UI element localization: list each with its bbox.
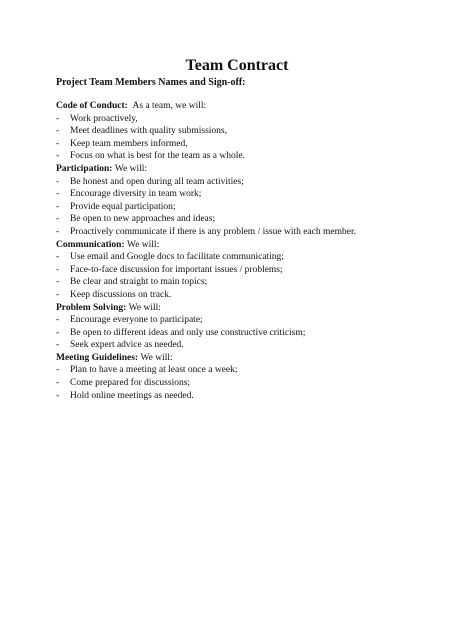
bullet-dash: - <box>56 201 60 212</box>
bullet-dash: - <box>56 226 60 237</box>
section-heading <box>56 163 436 176</box>
section-intro: As a team, we will: <box>132 101 207 111</box>
bullet-dash: - <box>56 277 60 288</box>
list-item-text: Proactively communicate if there is any problem / issue with each member. <box>70 226 356 237</box>
section-code-of-conduct <box>56 100 436 163</box>
bullet-dash: - <box>56 365 60 376</box>
list-item <box>56 264 436 277</box>
list-item <box>56 339 436 352</box>
list-item-text: Focus on what is best for the team as a whole. <box>70 151 245 162</box>
section-label: Code of Conduct: <box>56 101 128 111</box>
list-item-text: Meet deadlines with quality submissions, <box>70 126 228 137</box>
list-item-text: Seek expert advice as needed. <box>70 340 184 351</box>
list-item-text: Be honest and open during all team activities; <box>70 176 244 187</box>
list-item <box>56 327 436 340</box>
section-intro: We will: <box>128 302 161 313</box>
bullet-dash: - <box>56 340 60 351</box>
section-intro: We will: <box>127 239 160 250</box>
list-item <box>56 251 436 264</box>
bullet-dash: - <box>56 138 60 149</box>
list-item-text: Keep team members informed, <box>70 138 188 149</box>
list-item <box>56 390 436 403</box>
list-item-text: Encourage everyone to participate; <box>70 315 203 326</box>
list-item <box>56 276 436 289</box>
list-item <box>56 201 436 214</box>
list-item-text: Be open to different ideas and only use constructive criticism; <box>70 327 306 338</box>
list-item <box>56 226 436 239</box>
list-item-text: Work proactively, <box>70 113 138 124</box>
list-item <box>56 213 436 226</box>
document-subtitle: Project Team Members Names and Sign-off: <box>56 77 246 88</box>
bullet-dash: - <box>56 264 60 275</box>
list-item-text: Plan to have a meeting at least once a week; <box>70 365 238 376</box>
section-meeting-guidelines <box>56 352 436 402</box>
list-item <box>56 138 436 151</box>
section-heading <box>56 100 436 113</box>
document-body <box>56 100 436 402</box>
list-item-text: Use email and Google docs to facilitate communicating; <box>70 252 284 263</box>
bullet-dash: - <box>56 214 60 225</box>
section-label: Problem Solving: <box>56 302 127 313</box>
list-item <box>56 150 436 163</box>
bullet-dash: - <box>56 327 60 338</box>
list-item-text: Provide equal participation; <box>70 201 176 212</box>
section-heading <box>56 352 436 365</box>
bullet-dash: - <box>56 176 60 187</box>
list-item <box>56 364 436 377</box>
section-label: Participation: <box>56 163 113 174</box>
list-item <box>56 125 436 138</box>
list-item-text: Encourage diversity in team work; <box>70 189 202 200</box>
list-item <box>56 113 436 126</box>
list-item <box>56 289 436 302</box>
section-label: Meeting Guidelines: <box>56 352 139 363</box>
section-intro: We will: <box>140 352 173 363</box>
list-item-text: Come prepared for discussions; <box>70 378 191 389</box>
list-item-text: Be open to new approaches and ideas; <box>70 214 216 225</box>
section-label: Communication: <box>56 239 125 250</box>
list-item <box>56 314 436 327</box>
bullet-dash: - <box>56 390 60 401</box>
bullet-dash: - <box>56 315 60 326</box>
section-communication <box>56 239 436 302</box>
section-heading <box>56 239 436 252</box>
list-item <box>56 176 436 189</box>
section-participation <box>56 163 436 239</box>
list-item-text: Keep discussions on track. <box>70 289 172 300</box>
list-item-text: Be clear and straight to main topics; <box>70 277 208 288</box>
bullet-dash: - <box>56 378 60 389</box>
bullet-dash: - <box>56 252 60 263</box>
list-item <box>56 188 436 201</box>
section-intro: We will: <box>114 163 148 174</box>
document-title: Team Contract <box>185 57 289 74</box>
bullet-dash: - <box>56 126 60 137</box>
list-item-text: Hold online meetings as needed. <box>70 390 194 401</box>
section-heading <box>56 302 436 315</box>
bullet-dash: - <box>56 151 60 162</box>
bullet-dash: - <box>56 189 60 200</box>
section-problem-solving <box>56 302 436 352</box>
list-item-text: Face-to-face discussion for important issues / problems; <box>70 264 283 275</box>
bullet-dash: - <box>56 289 60 300</box>
list-item <box>56 377 436 390</box>
bullet-dash: - <box>56 113 60 124</box>
